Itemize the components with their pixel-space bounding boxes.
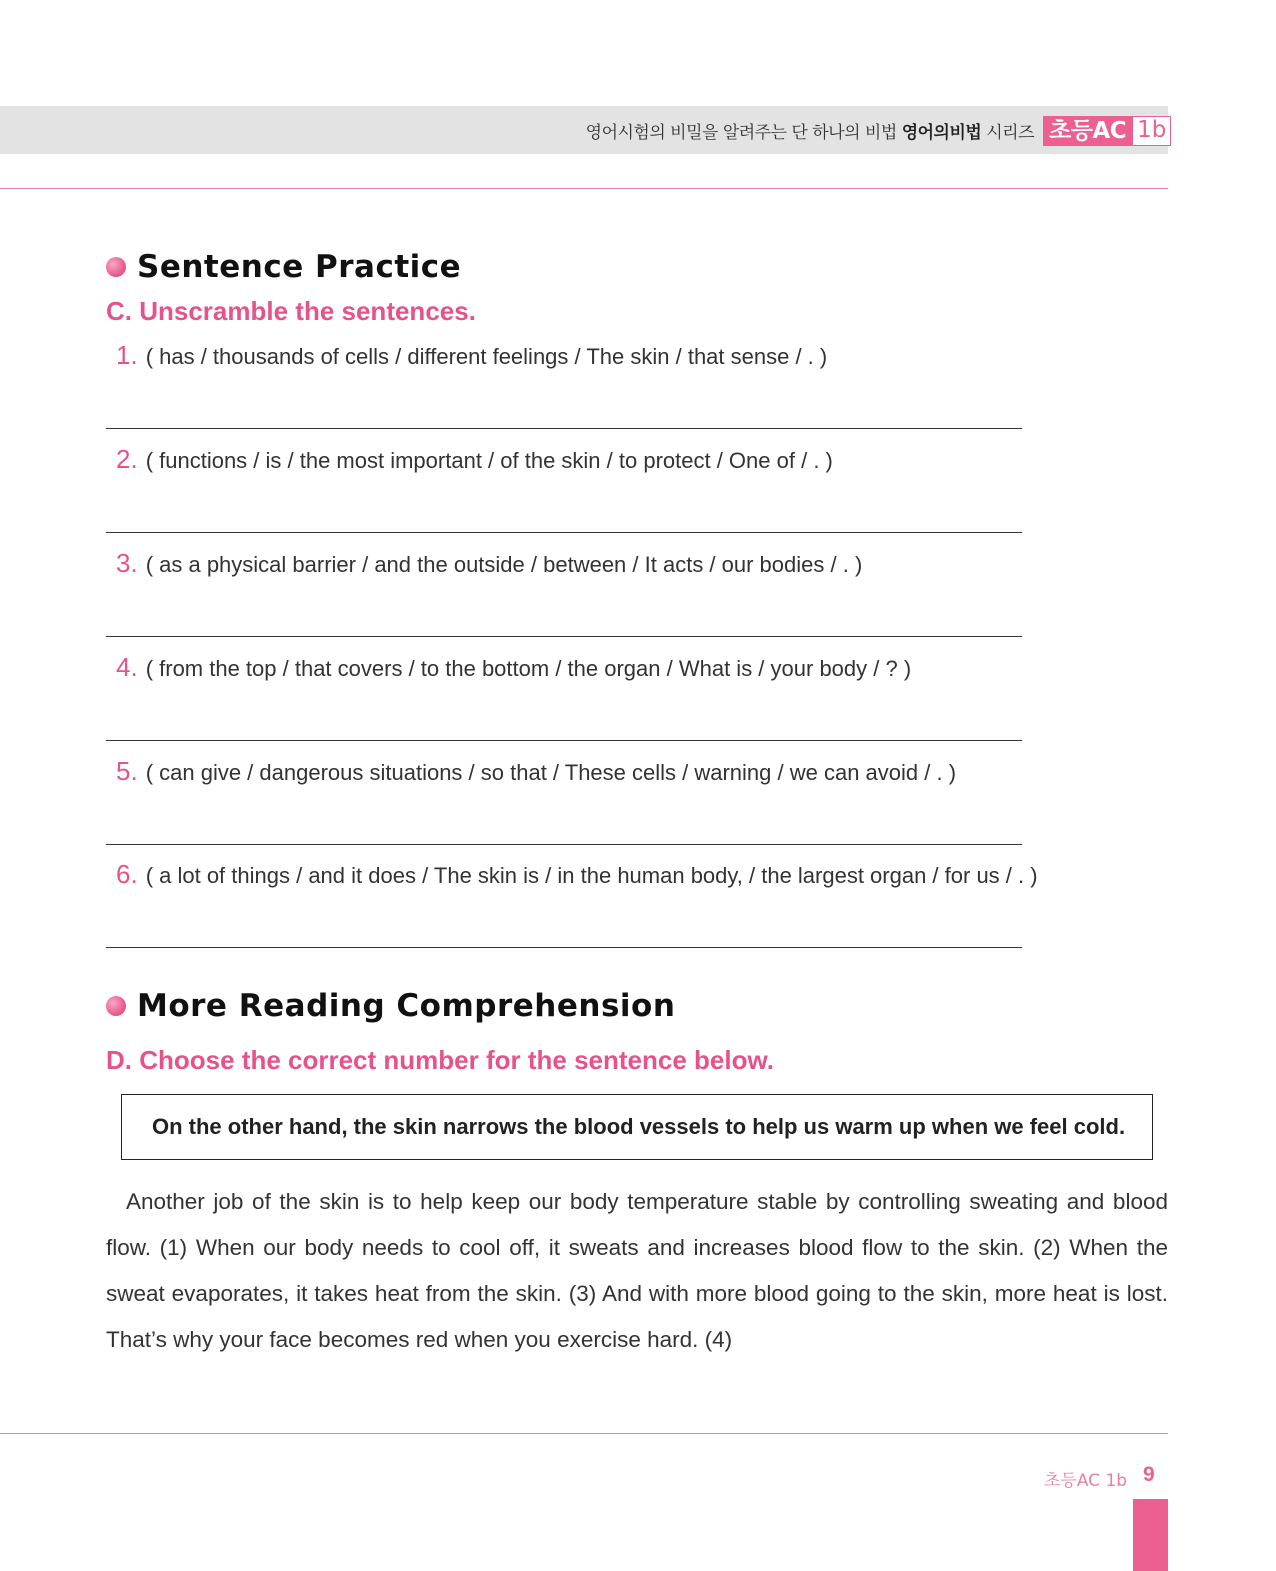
bullet-dot-icon: [106, 257, 126, 277]
target-sentence: On the other hand, the skin narrows the blood vessels to help us warm up when we feel cold.: [152, 1114, 1126, 1139]
bullet-dot-icon: [106, 996, 126, 1016]
series-tagline: [586, 118, 1034, 143]
section-title-sentence-practice: [106, 249, 461, 285]
item-words: ( functions / is / the most important / of the skin / to protect / One of / . ): [145, 448, 833, 473]
answer-line-6[interactable]: [106, 947, 1022, 948]
exercise-item-6: [116, 859, 1038, 890]
answer-line-3[interactable]: [106, 636, 1022, 637]
book-name: 초등AC: [1043, 116, 1132, 146]
item-number: 1.: [116, 340, 138, 370]
item-number: 4.: [116, 652, 138, 682]
section-title-text: Sentence Practice: [137, 249, 462, 285]
exercise-item-2: [116, 444, 833, 475]
answer-line-2[interactable]: [106, 532, 1022, 533]
item-number: 5.: [116, 756, 138, 786]
answer-line-5[interactable]: [106, 844, 1022, 845]
instruction-d: D. Choose the correct number for the sentence below.: [106, 1045, 774, 1075]
answer-line-4[interactable]: [106, 740, 1022, 741]
bottom-divider: [0, 1433, 1168, 1434]
exercise-item-3: [116, 548, 862, 579]
item-words: ( a lot of things / and it does / The skin is / in the human body, / the largest organ / for us / . ): [145, 863, 1038, 888]
exercise-item-4: [116, 652, 911, 683]
top-divider: [0, 188, 1168, 189]
section-title-text: More Reading Comprehension: [137, 988, 676, 1024]
target-sentence-box: [121, 1094, 1153, 1160]
exercise-item-1: [116, 340, 827, 371]
section-title-more-reading: [106, 988, 675, 1024]
item-words: ( has / thousands of cells / different feelings / The skin / that sense / . ): [145, 344, 828, 369]
item-words: ( from the top / that covers / to the bottom / the organ / What is / your body / ? ): [145, 656, 912, 681]
item-number: 2.: [116, 444, 138, 474]
footer-book-label: 초등AC 1b: [1044, 1471, 1128, 1491]
item-words: ( can give / dangerous situations / so that / These cells / warning / we can avoid / . ): [145, 760, 957, 785]
instruction-c: C. Unscramble the sentences.: [106, 296, 476, 326]
exercise-item-5: [116, 756, 956, 787]
reading-passage: Another job of the skin is to help keep our body temperature stable by controlling sweating and blood flow. (1) When our body needs to cool off, it sweats and increases blood flow to the skin. (2) When the sweat evaporates, it takes heat from the skin. (3) And with more blood going to the skin, more heat is lost. That’s why your face becomes red when you exercise hard. (4): [106, 1189, 1168, 1352]
book-level: 1b: [1132, 116, 1171, 146]
brand-name: 영어의비법: [901, 123, 982, 143]
page-number: 9: [1143, 1463, 1155, 1486]
series-suffix: 시리즈: [986, 123, 1034, 143]
series-badge: [1043, 116, 1171, 146]
tagline-text: 영어시험의 비밀을 알려주는 단 하나의 비법: [585, 123, 897, 143]
answer-line-1[interactable]: [106, 428, 1022, 429]
item-number: 6.: [116, 859, 138, 889]
item-number: 3.: [116, 548, 138, 578]
page-edge-tab: [1133, 1499, 1168, 1571]
item-words: ( as a physical barrier / and the outside / between / It acts / our bodies / . ): [145, 552, 863, 577]
